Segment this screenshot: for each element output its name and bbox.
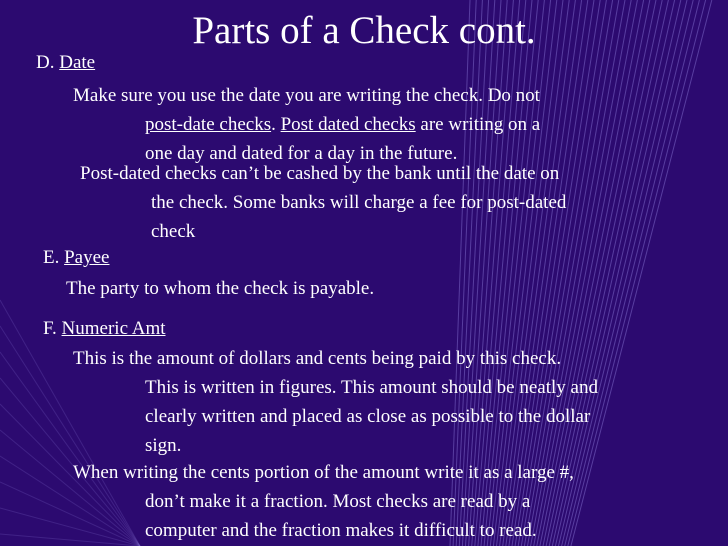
- slide-title: Parts of a Check cont.: [192, 9, 536, 52]
- date-note-line3: check: [151, 221, 196, 242]
- post-dated-checks-term: Post dated checks: [280, 114, 416, 135]
- section-payee-title: Payee: [64, 247, 110, 268]
- section-date-letter: D.: [36, 52, 55, 73]
- date-text-line3: one day and dated for a day in the future.: [145, 143, 458, 164]
- post-date-checks-term: post-date checks: [145, 114, 272, 135]
- section-numeric-heading: [43, 318, 166, 340]
- numeric-note-line1: When writing the cents portion of the amount write it as a large #,: [73, 462, 574, 483]
- section-payee-heading: [43, 247, 109, 269]
- payee-text-line1: The party to whom the check is payable.: [66, 278, 375, 299]
- section-numeric-title: Numeric Amt: [61, 318, 166, 339]
- numeric-note-line3: computer and the fraction makes it difficult to read.: [145, 520, 537, 541]
- date-text-line2-rest: are writing on a: [415, 114, 541, 135]
- date-text-separator: .: [271, 114, 281, 135]
- section-date-heading: [36, 52, 95, 74]
- numeric-note-line2: don’t make it a fraction. Most checks are read by a: [145, 491, 531, 512]
- date-note-line2: the check. Some banks will charge a fee for post-dated: [151, 192, 567, 213]
- section-numeric-letter: F.: [43, 318, 57, 339]
- section-date-title: Date: [59, 52, 96, 73]
- date-text-line1: Make sure you use the date you are writing the check. Do not: [73, 85, 540, 106]
- numeric-text-line4: sign.: [145, 435, 182, 456]
- numeric-text-line1: This is the amount of dollars and cents being paid by this check.: [73, 348, 562, 369]
- numeric-text-line2: This is written in figures. This amount should be neatly and: [145, 377, 598, 398]
- date-text-line2: [145, 110, 540, 139]
- numeric-text-line3: clearly written and placed as close as possible to the dollar: [145, 406, 591, 427]
- date-note-line1: Post-dated checks can’t be cashed by the bank until the date on: [80, 163, 560, 184]
- section-payee-letter: E.: [43, 247, 60, 268]
